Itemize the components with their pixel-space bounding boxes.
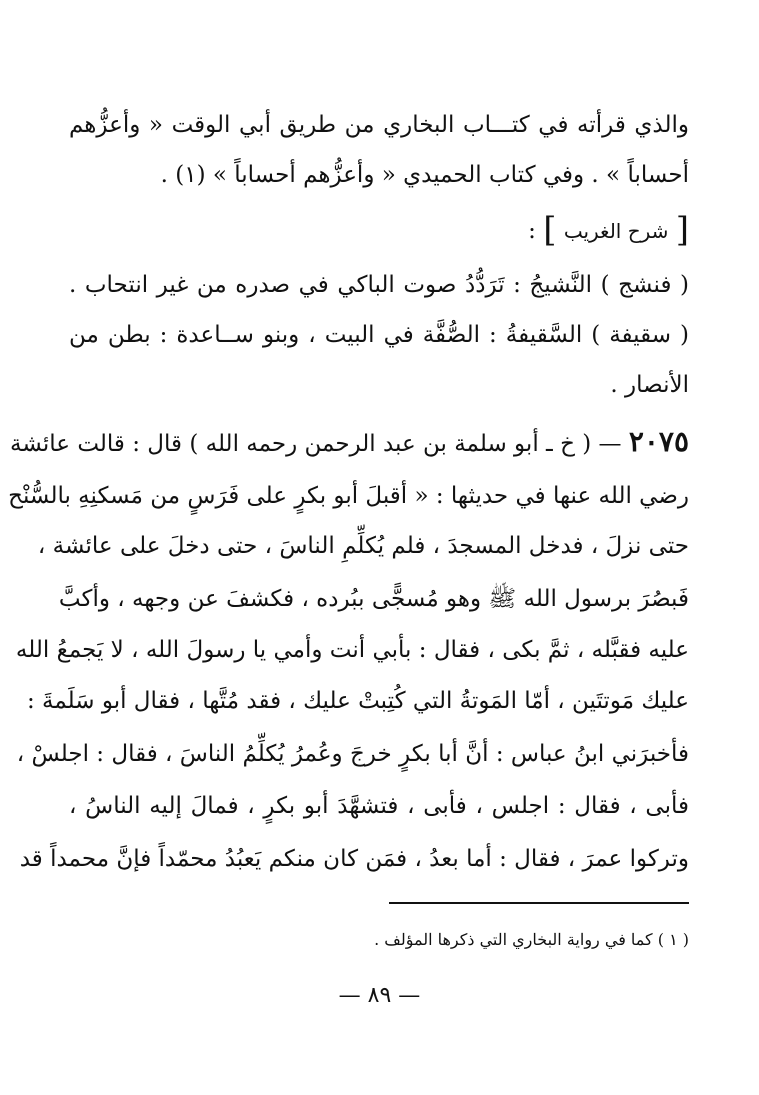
gloss-line-1: ( فنشج ) النَّشيجُ : تَرَدُّدُ صوت الباكي في صدره من غير انتحاب . (69, 272, 689, 298)
hadith-line-4: عليه فقبَّله ، ثمَّ بكى ، فقال : بأبي أنت وأمي يا رسولَ الله ، لا يَجمعُ الله (15, 637, 689, 663)
hadith-number: ٢٠٧٥ (628, 425, 689, 458)
hadith-line-7: فأبى ، فقال : اجلس ، فأبى ، فتشهَّدَ أبو بكرٍ ، فمالَ إليه الناسُ ، (69, 793, 689, 819)
section-heading: شرح الغريب (563, 219, 669, 243)
hadith-line-8: وتركوا عمرَ ، فقال : أما بعدُ ، فمَن كان منكم يَعبُدُ محمّداً فإنَّ محمداً قد (19, 846, 689, 872)
close-bracket: ] (543, 210, 557, 250)
hadith-line-5: عليك مَوتتَين ، أمّا المَوتةُ التي كُتِبتْ عليك ، فقد مُتَّها ، فقال أبو سَلَمةَ : (26, 688, 689, 714)
hadith-line-3: فَبصُرَ برسول الله ﷺ وهو مُسجًّى ببُرده ، فكشفَ عن وجهه ، وأكبَّ (58, 586, 689, 612)
text-line-1: والذي قرأته في كتـــاب البخاري من طريق أبي الوقت « وأعزُّهم (69, 112, 689, 138)
footnote-divider (389, 902, 689, 904)
hadith-dash: — (598, 431, 622, 457)
hadith-header-line (10, 425, 689, 461)
open-bracket: [ (675, 210, 689, 250)
gloss-line-3: الأنصار . (610, 372, 689, 398)
hadith-line-1: رضي الله عنها في حديثها : « أقبلَ أبو بكرٍ على فَرَسٍ من مَسكنِهِ بالسُّنْح (8, 483, 689, 509)
gloss-line-2: ( سقيفة ) السَّقيفةُ : الصُّفَّة في البيت ، وبنو ســاعدة : بطن من (69, 322, 689, 348)
hadith-line-6: فأخبرَني ابنُ عباس : أنَّ أبا بكرٍ خرجَ وعُمرُ يُكلِّمُ الناسَ ، فقال : اجلسْ ، (16, 741, 689, 767)
section-heading-line (69, 210, 689, 250)
hadith-line-2: حتى نزلَ ، فدخل المسجدَ ، فلم يُكلِّمِ الناسَ ، حتى دخلَ على عائشة ، (37, 533, 689, 559)
hadith-lead: قال : قالت عائشة (10, 431, 183, 457)
page-number: — ٨٩ — (338, 983, 421, 1008)
footnote: ( ١ ) كما في رواية البخاري التي ذكرها المؤلف . (374, 930, 689, 949)
text-line-2: أحساباً » . وفي كتاب الحميدي « وأعزُّهم أحساباً » (١) . (160, 162, 689, 188)
section-heading-colon: : (528, 218, 536, 244)
hadith-source: ( خ ـ أبو سلمة بن عبد الرحمن رحمه الله ) (189, 431, 592, 457)
